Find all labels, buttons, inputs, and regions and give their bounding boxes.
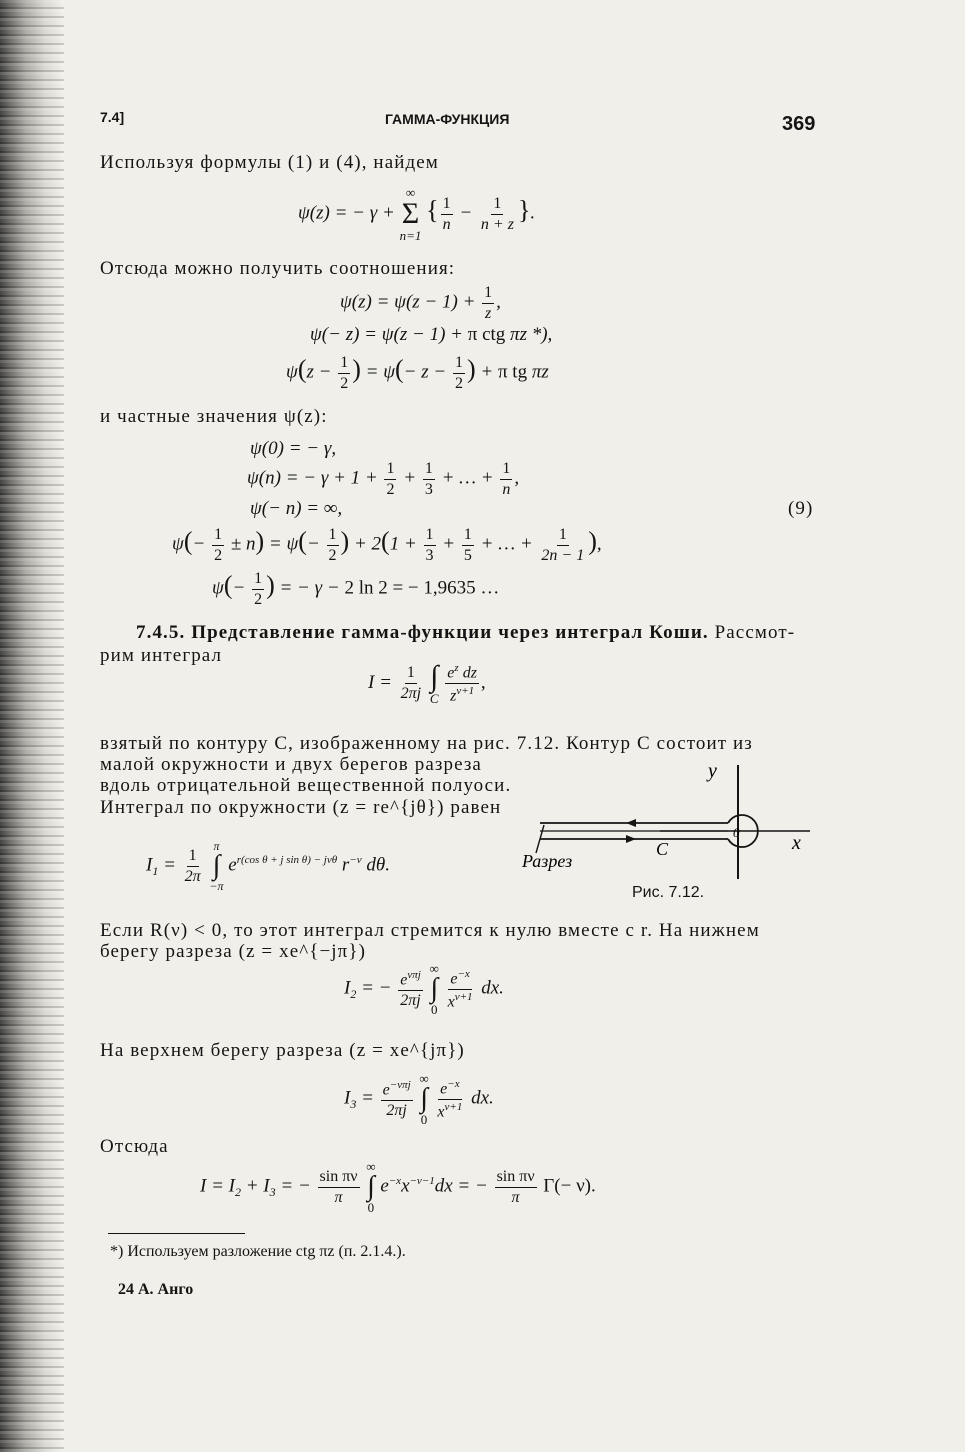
paragraph-5-line3: вдоль отрицательной вещественной полуоси. bbox=[100, 775, 512, 796]
page-number: 369 bbox=[782, 113, 816, 135]
equation-psi-0: ψ(0) = − γ, bbox=[250, 438, 337, 459]
section-ref: 7.4] bbox=[100, 109, 125, 125]
footnote-rule bbox=[108, 1233, 245, 1234]
paragraph-5-line4: Интеграл по окружности (z = re^{jθ}) равен bbox=[100, 797, 502, 818]
paragraph-5-line2: малой окружности и двух берегов разреза bbox=[100, 754, 482, 775]
label-origin: 0 bbox=[733, 825, 740, 840]
signature-mark: 24 А. Анго bbox=[118, 1281, 194, 1298]
paragraph-3: и частные значения ψ(z): bbox=[100, 406, 328, 427]
equation-psi-minus-n: ψ(− n) = ∞, bbox=[250, 498, 343, 519]
paragraph-4-line2: рим интеграл bbox=[100, 645, 223, 666]
contour-figure bbox=[510, 755, 820, 905]
paragraph-2: Отсюда можно получить соотношения: bbox=[100, 258, 456, 279]
arrow-lower-icon bbox=[626, 835, 636, 843]
label-x: x bbox=[792, 832, 801, 854]
paragraph-4-tail: Рассмот- bbox=[714, 622, 796, 643]
label-y: y bbox=[708, 760, 717, 782]
paragraph-5-line1: взятый по контуру C, изображенному на рис. 7.12. Контур C состоит из bbox=[100, 733, 753, 754]
paragraph-6-line2: берегу разреза (z = xe^{−jπ}) bbox=[100, 941, 366, 962]
equation-I2: $I_2$ = − $\frac{e^{\nu\pi j}}{2\pi j}$ ∞ ∫ 0 $\frac{e^{-x}}{x^{\nu+1}}$ dx. bbox=[344, 961, 504, 1017]
label-cut: Разрез bbox=[522, 851, 573, 871]
equation-number-9: (9) bbox=[788, 498, 814, 519]
equation-reflection: ψ(− z) = ψ(z − 1) + π ctg πz *), bbox=[310, 324, 553, 345]
figure-caption: Рис. 7.12. bbox=[632, 884, 705, 901]
paragraph-7: На верхнем берегу разреза (z = xe^{jπ}) bbox=[100, 1040, 465, 1061]
equation-psi-series: ψ(z) = − γ + ∞ Σ n=1 { $\frac{1}{n}$ − $\frac{1}{n + z}$ }. bbox=[298, 185, 536, 243]
running-title: ГАММА-ФУНКЦИЯ bbox=[385, 111, 510, 127]
label-contour: C bbox=[656, 839, 669, 859]
equation-final: $I = I_2 + I_3$ = − $\frac{\text{sin πν}}{\pi}$ ∞ ∫ 0 $e^{-x}x^{-\nu-1}dx$ = − $\frac{\text{sin πν}}{\pi}$ Γ(− ν). bbox=[200, 1159, 596, 1215]
footnote: *) Используем разложение ctg πz (п. 2.1.4.). bbox=[110, 1243, 406, 1260]
arrow-upper-icon bbox=[626, 819, 636, 827]
equation-psi-n: ψ(n) = − γ + 1 + $\frac{1}{2}$ + $\frac{1}{3}$ + … + $\frac{1}{n}$ , bbox=[247, 460, 520, 498]
equation-cauchy-integral: I = $\frac{1}{2\pi j}$ ∫ C $\frac{e^z dz}{z^{\nu+1}}$ , bbox=[368, 660, 486, 706]
section-title: Представление гамма-функции через интеграл Коши. bbox=[191, 622, 709, 643]
equation-half-shift: ψ(z − $\frac{1}{2}$ ) = ψ(− z − $\frac{1}{2}$ ) + π tg πz bbox=[286, 354, 549, 392]
equation-I3: $I_3$ = $\frac{e^{-\nu\pi j}}{2\pi j}$ ∞ ∫ 0 $\frac{e^{-x}}{x^{\nu+1}}$ dx. bbox=[344, 1071, 494, 1127]
section-number: 7.4.5. bbox=[136, 622, 186, 643]
equation-psi-minus-half: ψ(− $\frac{1}{2}$ ) = − γ − 2 ln 2 = − 1,9635 … bbox=[212, 570, 500, 608]
paragraph-6-line1: Если R(ν) < 0, то этот интеграл стремится к нулю вместе с r. На нижнем bbox=[100, 920, 760, 941]
equation-recurrence: ψ(z) = ψ(z − 1) + $\frac{1}{z}$ , bbox=[340, 284, 501, 322]
paragraph-8: Отсюда bbox=[100, 1136, 169, 1157]
equation-I1: $I_1$ = $\frac{1}{2\pi}$ π ∫ −π $e^{r(cos \theta + j sin \theta) - j\nu\theta}$ $r^{-\nu}$ dθ. bbox=[146, 839, 390, 893]
equation-psi-half-n: ψ(− $\frac{1}{2}$ ± n) = ψ(− $\frac{1}{2}$ ) + 2(1 + $\frac{1}{3}$ + $\frac{1}{5}$ + … + $\frac{1}{2n - 1}$ ), bbox=[172, 526, 602, 564]
section-heading bbox=[136, 622, 795, 644]
scan-shadow-edge bbox=[0, 0, 64, 1452]
paragraph-1: Используя формулы (1) и (4), найдем bbox=[100, 152, 439, 173]
